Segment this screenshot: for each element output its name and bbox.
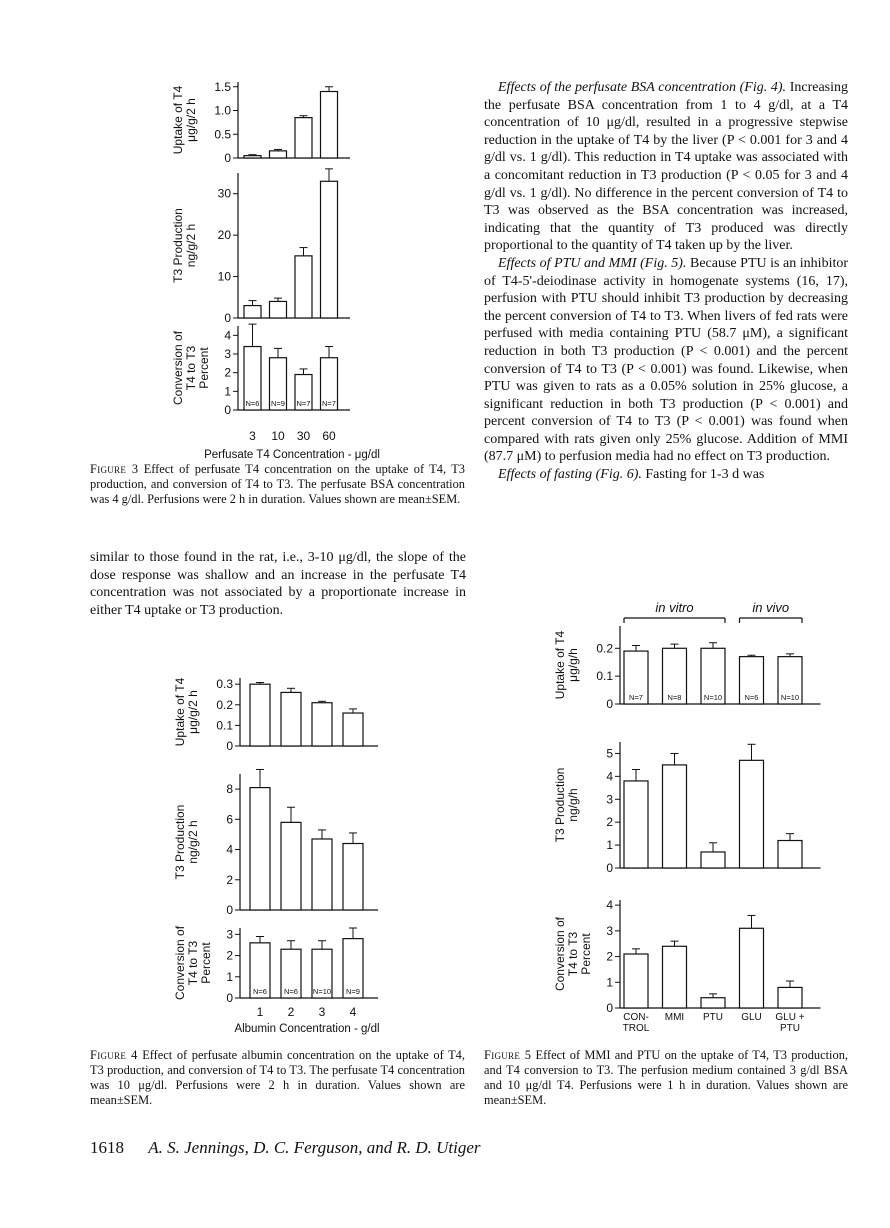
n-label: N=7	[629, 693, 643, 702]
bar	[312, 703, 332, 746]
y-tick-label: 2	[606, 949, 613, 964]
bar	[244, 306, 261, 318]
n-label: N=10	[312, 987, 332, 996]
fasting-paragraph	[484, 466, 848, 484]
bar	[701, 998, 725, 1008]
y-tick-label: 3	[224, 347, 231, 361]
y-tick-label: 2	[224, 365, 231, 380]
bar	[624, 781, 648, 868]
fig3-panel-2	[171, 169, 350, 325]
fasting-heading: Effects of fasting (Fig. 6).	[498, 467, 642, 483]
y-axis-label: ng/g/h	[566, 788, 580, 822]
x-tick-label: 30	[296, 429, 311, 443]
y-tick-label: 0	[606, 861, 613, 875]
bsa-body: Increasing the perfusate BSA concentration from 1 to 4 g/dl, at a T4 concentration of 10 μg/dl, resulted in a progressive stepwise reduction in the uptake of T4 by the liver (P < 0.001 for 3 and 4 g/dl vs. 1 g/dl). This reduction in T4 uptake was associated with a concomitant reduction in T3 production (P < 0.05 for 3 and 4 g/dl vs. 1 g/dl). No difference in the percent conversion of T4 to T3 was observed as the BSA concentration was increased, indicating that the quantity of T3 produced was directly proportional to the quantity of T4 taken up by the liver.	[484, 80, 848, 254]
bar	[250, 684, 270, 746]
bar	[321, 181, 338, 318]
figure-4-chart	[160, 668, 430, 1042]
bar	[778, 987, 802, 1008]
y-tick-label: 0	[224, 311, 231, 325]
bar	[244, 156, 261, 158]
bar	[281, 822, 301, 910]
fasting-body: Fasting for 1-3 d was	[645, 467, 765, 483]
left-paragraph: similar to those found in the rat, i.e., 3-10 μg/dl, the slope of the dose response was shallow and an increase in the perfusate T4 concentration was not associated by a proportionate increase in either T4 uptake or T3 production.	[90, 550, 466, 618]
x-tick-label: 3	[249, 429, 256, 443]
bar	[740, 760, 764, 868]
y-tick-label: 0	[226, 739, 233, 753]
bar	[740, 928, 764, 1008]
fig5-panel-2	[553, 742, 821, 875]
n-label: N=8	[667, 693, 682, 702]
y-tick-label: 0	[226, 991, 233, 1005]
y-axis-label: Percent	[197, 347, 211, 389]
y-tick-label: 0	[224, 403, 231, 417]
y-tick-label: 5	[606, 746, 613, 761]
x-tick-label: GLU	[741, 1012, 762, 1023]
fig4-panel-3	[173, 925, 378, 1005]
ptu-paragraph	[484, 255, 848, 466]
y-tick-label: 0.2	[216, 697, 233, 712]
y-tick-label: 3	[606, 923, 613, 938]
bar	[343, 713, 363, 746]
bsa-heading: Effects of the perfusate BSA concentration (Fig. 4).	[498, 80, 787, 95]
y-tick-label: 1	[606, 975, 613, 990]
figure-3-caption-text: Effect of perfusate T4 concentration on the uptake of T4, T3 production, and conversion of T4 to T3. The perfusate BSA concentration was 4 g/dl. Perfusions were 2 h in duration. Values shown are mean±SEM.	[90, 462, 465, 506]
y-tick-label: 0.2	[596, 641, 613, 656]
y-axis-label: T3 Production	[171, 208, 185, 283]
x-tick-label: PTU	[703, 1012, 723, 1023]
y-tick-label: 6	[226, 812, 233, 827]
y-axis-label: Conversion of	[173, 925, 187, 1001]
x-tick-label: GLU +	[775, 1012, 805, 1023]
bar	[250, 788, 270, 910]
group-label: in vivo	[752, 600, 790, 615]
page-number: 1618	[90, 1138, 124, 1157]
figure-3	[160, 78, 400, 461]
n-label: N=6	[253, 987, 267, 996]
bar	[295, 256, 312, 318]
figure-5-chart	[522, 600, 842, 1040]
bar	[343, 844, 363, 910]
bar	[663, 946, 687, 1008]
y-tick-label: 4	[224, 328, 231, 343]
figure-3-caption	[90, 462, 465, 507]
y-tick-label: 2	[226, 948, 233, 963]
y-tick-label: 0.5	[214, 127, 231, 142]
bar	[701, 852, 725, 868]
y-axis-label: Percent	[579, 933, 593, 975]
n-label: N=7	[322, 399, 336, 408]
x-tick-label: 2	[287, 1005, 295, 1019]
y-axis-label: T4 to T3	[566, 931, 580, 977]
n-label: N=7	[296, 399, 311, 408]
x-tick-label: PTU	[780, 1023, 800, 1034]
y-tick-label: 10	[217, 269, 231, 284]
y-tick-label: 3	[226, 927, 233, 942]
x-tick-label: TROL	[622, 1023, 650, 1034]
figure-5-caption	[484, 1048, 848, 1108]
figure-3-caption-lead: Figure 3	[90, 462, 139, 476]
y-axis-label: Percent	[199, 942, 213, 984]
y-tick-label: 20	[217, 228, 231, 243]
y-tick-label: 1.0	[214, 103, 231, 118]
y-tick-label: 0.3	[216, 677, 233, 692]
y-tick-label: 30	[217, 186, 231, 201]
figure-4	[160, 668, 430, 1042]
bar	[663, 765, 687, 868]
x-tick-label: CON-	[623, 1012, 649, 1023]
figure-5-caption-text: Effect of MMI and PTU on the uptake of T4, T3 production, and T4 conversion to T3. The perfusion medium contained 3 g/dl BSA and 10 μg/dl T4. Perfusions were 1 h in duration. Values shown are mean±SEM.	[484, 1048, 848, 1107]
x-tick-label: 1	[256, 1005, 264, 1019]
y-axis-label: μg/g/2 h	[184, 98, 198, 142]
figure-4-caption-lead: Figure 4	[90, 1048, 138, 1062]
y-axis-label: T3 Production	[553, 767, 567, 843]
x-tick-label: 10	[271, 429, 285, 443]
y-axis-label: Uptake of T4	[553, 630, 567, 700]
fig3-panel-3	[171, 324, 350, 417]
y-axis-label: ng/g/2 h	[186, 820, 200, 864]
fig5-panel-1	[553, 626, 821, 711]
bar	[295, 118, 312, 158]
bar	[312, 839, 332, 910]
y-axis-label: Uptake of T4	[171, 85, 185, 155]
y-tick-label: 8	[226, 782, 233, 797]
y-axis-label: T4 to T3	[184, 345, 198, 391]
y-tick-label: 3	[606, 792, 613, 807]
y-axis-label: T3 Production	[173, 804, 187, 880]
bar	[321, 92, 338, 159]
y-tick-label: 1	[606, 838, 613, 853]
y-tick-label: 4	[606, 898, 613, 913]
bar	[281, 692, 301, 746]
x-tick-label: 60	[322, 429, 336, 443]
bar	[270, 151, 287, 158]
y-axis-label: Uptake of T4	[173, 677, 187, 747]
y-tick-label: 0	[606, 697, 613, 711]
y-tick-label: 1	[226, 969, 233, 984]
bar	[778, 841, 802, 868]
y-axis-label: Conversion of	[553, 916, 567, 992]
y-axis-label: ng/g/2 h	[184, 223, 198, 268]
fig5-panel-3	[553, 898, 821, 1015]
y-tick-label: 2	[606, 815, 613, 830]
y-axis-label: T4 to T3	[186, 940, 200, 986]
footer-authors: A. S. Jennings, D. C. Ferguson, and R. D. Utiger	[148, 1138, 481, 1157]
fig3-panel-1	[171, 80, 350, 165]
y-tick-label: 0	[606, 1001, 613, 1015]
bar	[624, 954, 648, 1008]
right-column-text	[484, 79, 848, 484]
figure-4-caption	[90, 1048, 465, 1108]
x-tick-label: 4	[349, 1005, 357, 1019]
group-label: in vitro	[655, 600, 694, 615]
x-tick-label: MMI	[664, 1012, 685, 1023]
fig4-panel-1	[173, 677, 378, 753]
figure-4-caption-text: Effect of perfusate albumin concentration on the uptake of T4, T3 production, and conversion of T4 to T3. The perfusate T4 concentration was 10 μg/dl. Perfusions were 2 h in duration. Values shown are mean±SEM.	[90, 1048, 465, 1107]
y-tick-label: 1.5	[214, 79, 231, 94]
figure-3-chart	[160, 78, 400, 461]
n-label: N=9	[271, 399, 285, 408]
y-axis-label: Conversion of	[171, 330, 185, 406]
bar	[270, 301, 287, 318]
bsa-paragraph	[484, 79, 848, 255]
y-tick-label: 0.1	[596, 669, 613, 684]
n-label: N=9	[346, 987, 360, 996]
y-axis-label: μg/g/h	[566, 648, 580, 682]
n-label: N=6	[744, 693, 759, 702]
figure-5	[522, 600, 842, 1040]
y-tick-label: 0	[224, 151, 231, 165]
y-tick-label: 0.1	[216, 718, 233, 733]
x-tick-label: 3	[318, 1005, 326, 1019]
y-tick-label: 0	[226, 903, 233, 917]
ptu-heading: Effects of PTU and MMI (Fig. 5).	[498, 255, 687, 271]
y-axis-label: μg/g/2 h	[186, 690, 200, 734]
y-tick-label: 4	[606, 769, 613, 784]
n-label: N=10	[780, 693, 800, 702]
n-label: N=6	[284, 987, 298, 996]
n-label: N=6	[245, 399, 260, 408]
page-footer	[90, 1138, 481, 1158]
fig4-panel-2	[173, 769, 378, 917]
n-label: N=10	[703, 693, 723, 702]
y-tick-label: 4	[226, 842, 233, 857]
y-tick-label: 2	[226, 872, 233, 887]
x-axis-title: Albumin Concentration - g/dl	[234, 1023, 380, 1035]
left-column-text	[90, 549, 466, 619]
y-tick-label: 1	[224, 384, 231, 399]
ptu-body: Because PTU is an inhibitor of T4-5'-deiodinase activity in homogenate systems (16, 17), perfusion with PTU should inhibit T3 production by decreasing the percent conversion of T4 to T3. When livers of fed rats were perfused with media containing PTU (58.7 μM), a significant reduction in both T3 production (P < 0.001) and the percent conversion of T4 to T3 (P < 0.001) was found. Likewise, when PTU was given to rats as a 0.05% solution in 25% glucose, a significant reduction in both T3 production (P < 0.001) and percent conversion of T4 to T3 (P < 0.001) was found when compared with rats given only 25% glucose. Addition of MMI (87.7 μM) to perfusion media had no effect on T3 production.	[484, 255, 849, 465]
figure-5-caption-lead: Figure 5	[484, 1048, 532, 1062]
x-axis-title: Perfusate T4 Concentration - μg/dl	[204, 449, 380, 461]
